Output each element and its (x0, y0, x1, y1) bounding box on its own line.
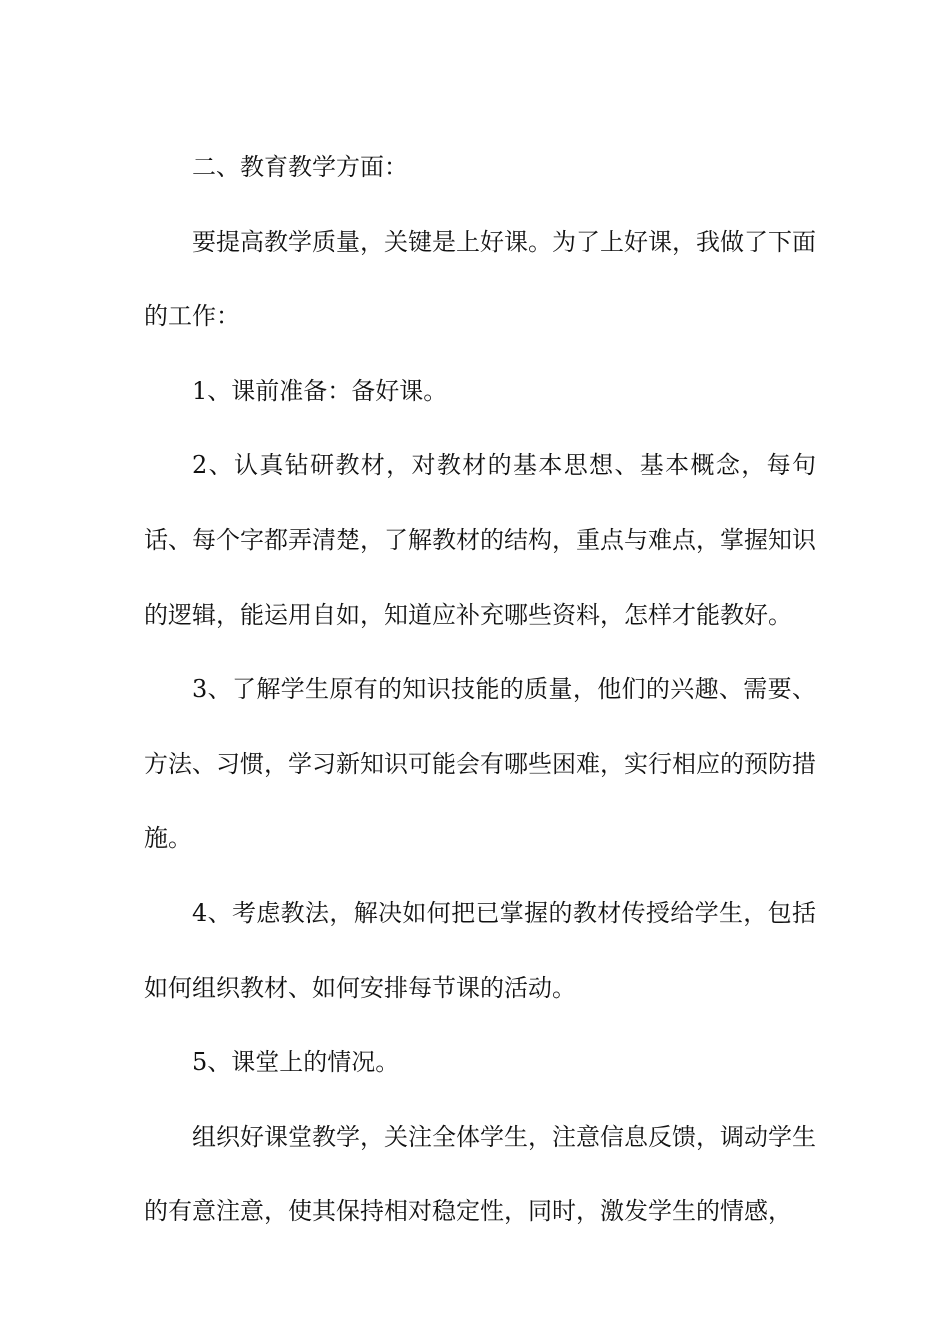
paragraph-item-1: 1、课前准备：备好课。 (192, 376, 448, 405)
paragraph-intro: 要提高教学质量，关键是上好课。为了上好课，我做了下面的工作： (144, 227, 816, 331)
paragraph-item-5: 5、课堂上的情况。 (192, 1048, 400, 1077)
document-body (144, 130, 816, 1249)
paragraph-item-2: 2、认真钻研教材，对教材的基本思想、基本概念，每句话、每个字都弄清楚，了解教材的结构，重点与难点，掌握知识的逻辑，能运用自如，知道应补充哪些资料，怎样才能教好。 (144, 451, 816, 629)
paragraph-classroom: 组织好课堂教学，关注全体学生，注意信息反馈，调动学生的有意注意，使其保持相对稳定性，同时，激发学生的情感， (144, 1122, 816, 1226)
paragraph-item-3: 3、了解学生原有的知识技能的质量，他们的兴趣、需要、方法、习惯，学习新知识可能会有哪些困难，实行相应的预防措施。 (144, 675, 816, 853)
section-heading: 二、教育教学方面： (192, 153, 408, 181)
paragraph-item-4: 4、考虑教法，解决如何把已掌握的教材传授给学生，包括如何组织教材、如何安排每节课的活动。 (144, 898, 816, 1002)
